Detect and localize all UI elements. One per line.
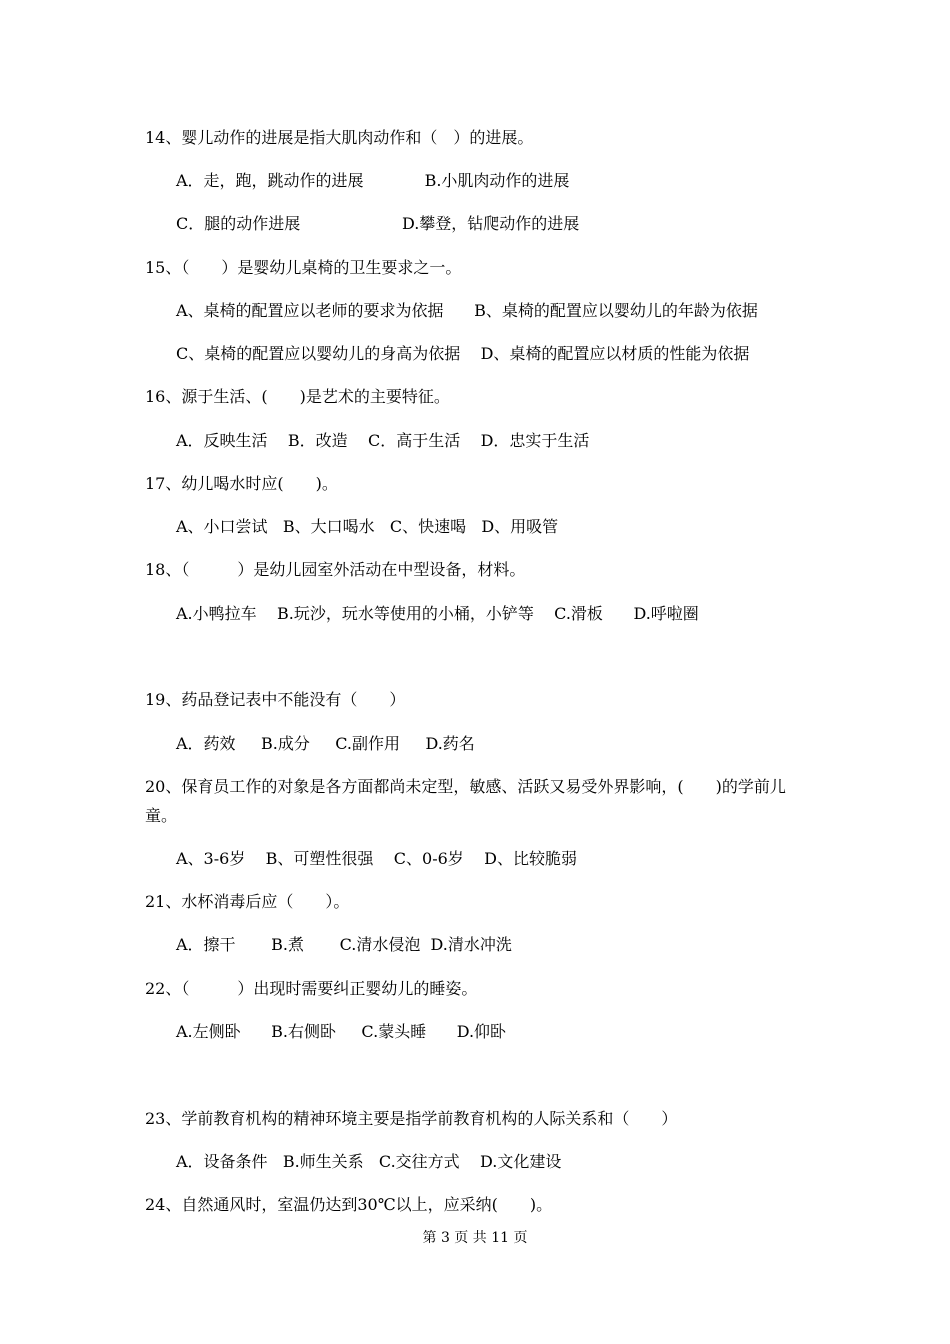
question-21-options: A．擦干 B.煮 C.清水侵泡 D.清水冲洗 [176,935,512,954]
question-16-stem: 16、源于生活、( )是艺术的主要特征。 [145,387,450,406]
question-22-options: A.左侧卧 B.右侧卧 C.蒙头睡 D.仰卧 [176,1022,507,1041]
question-14-options-row-2: C．腿的动作进展 D.攀登，钻爬动作的进展 [176,214,580,233]
question-16-options: A．反映生活 B．改造 C．高于生活 D．忠实于生活 [176,431,590,450]
question-14-stem: 14、婴儿动作的进展是指大肌肉动作和（ ）的进展。 [145,128,534,147]
question-22-stem: 22、（ ）出现时需要纠正婴幼儿的睡姿。 [145,979,478,998]
question-23-options: A．设备条件 B.师生关系 C.交往方式 D.文化建设 [176,1152,562,1171]
question-18-options: A.小鸭拉车 B.玩沙，玩水等使用的小桶，小铲等 C.滑板 D.呼啦圈 [176,604,699,623]
question-18-stem: 18、（ ）是幼儿园室外活动在中型设备，材料。 [145,560,526,579]
question-20-options: A、3-6岁 B、可塑性很强 C、0-6岁 D、比较脆弱 [176,849,577,868]
question-21-stem: 21、水杯消毒后应（ ）。 [145,892,350,911]
question-20-stem-continued: 童。 [145,806,178,825]
question-15-stem: 15、（ ）是婴幼儿桌椅的卫生要求之一。 [145,258,462,277]
page-footer: 第 3 页 共 11 页 [422,1230,528,1246]
question-17-stem: 17、幼儿喝水时应( )。 [145,474,338,493]
question-15-options-row-1: A、桌椅的配置应以老师的要求为依据 B、桌椅的配置应以婴幼儿的年龄为依据 [176,301,758,320]
question-19-stem: 19、药品登记表中不能没有（ ） [145,690,406,709]
question-23-stem: 23、学前教育机构的精神环境主要是指学前教育机构的人际关系和（ ） [145,1109,678,1128]
question-24-stem: 24、自然通风时，室温仍达到30℃以上，应采纳( )。 [145,1195,553,1214]
question-20-stem: 20、保育员工作的对象是各方面都尚未定型，敏感、活跃又易受外界影响，( )的学前儿 [145,777,786,796]
question-14-options-row-1: A．走，跑，跳动作的进展 B.小肌肉动作的进展 [176,171,570,190]
question-19-options: A．药效 B.成分 C.副作用 D.药名 [176,734,475,753]
question-15-options-row-2: C、桌椅的配置应以婴幼儿的身高为依据 D、桌椅的配置应以材质的性能为依据 [176,344,750,363]
question-17-options: A、小口尝试 B、大口喝水 C、快速喝 D、用吸管 [176,517,559,536]
